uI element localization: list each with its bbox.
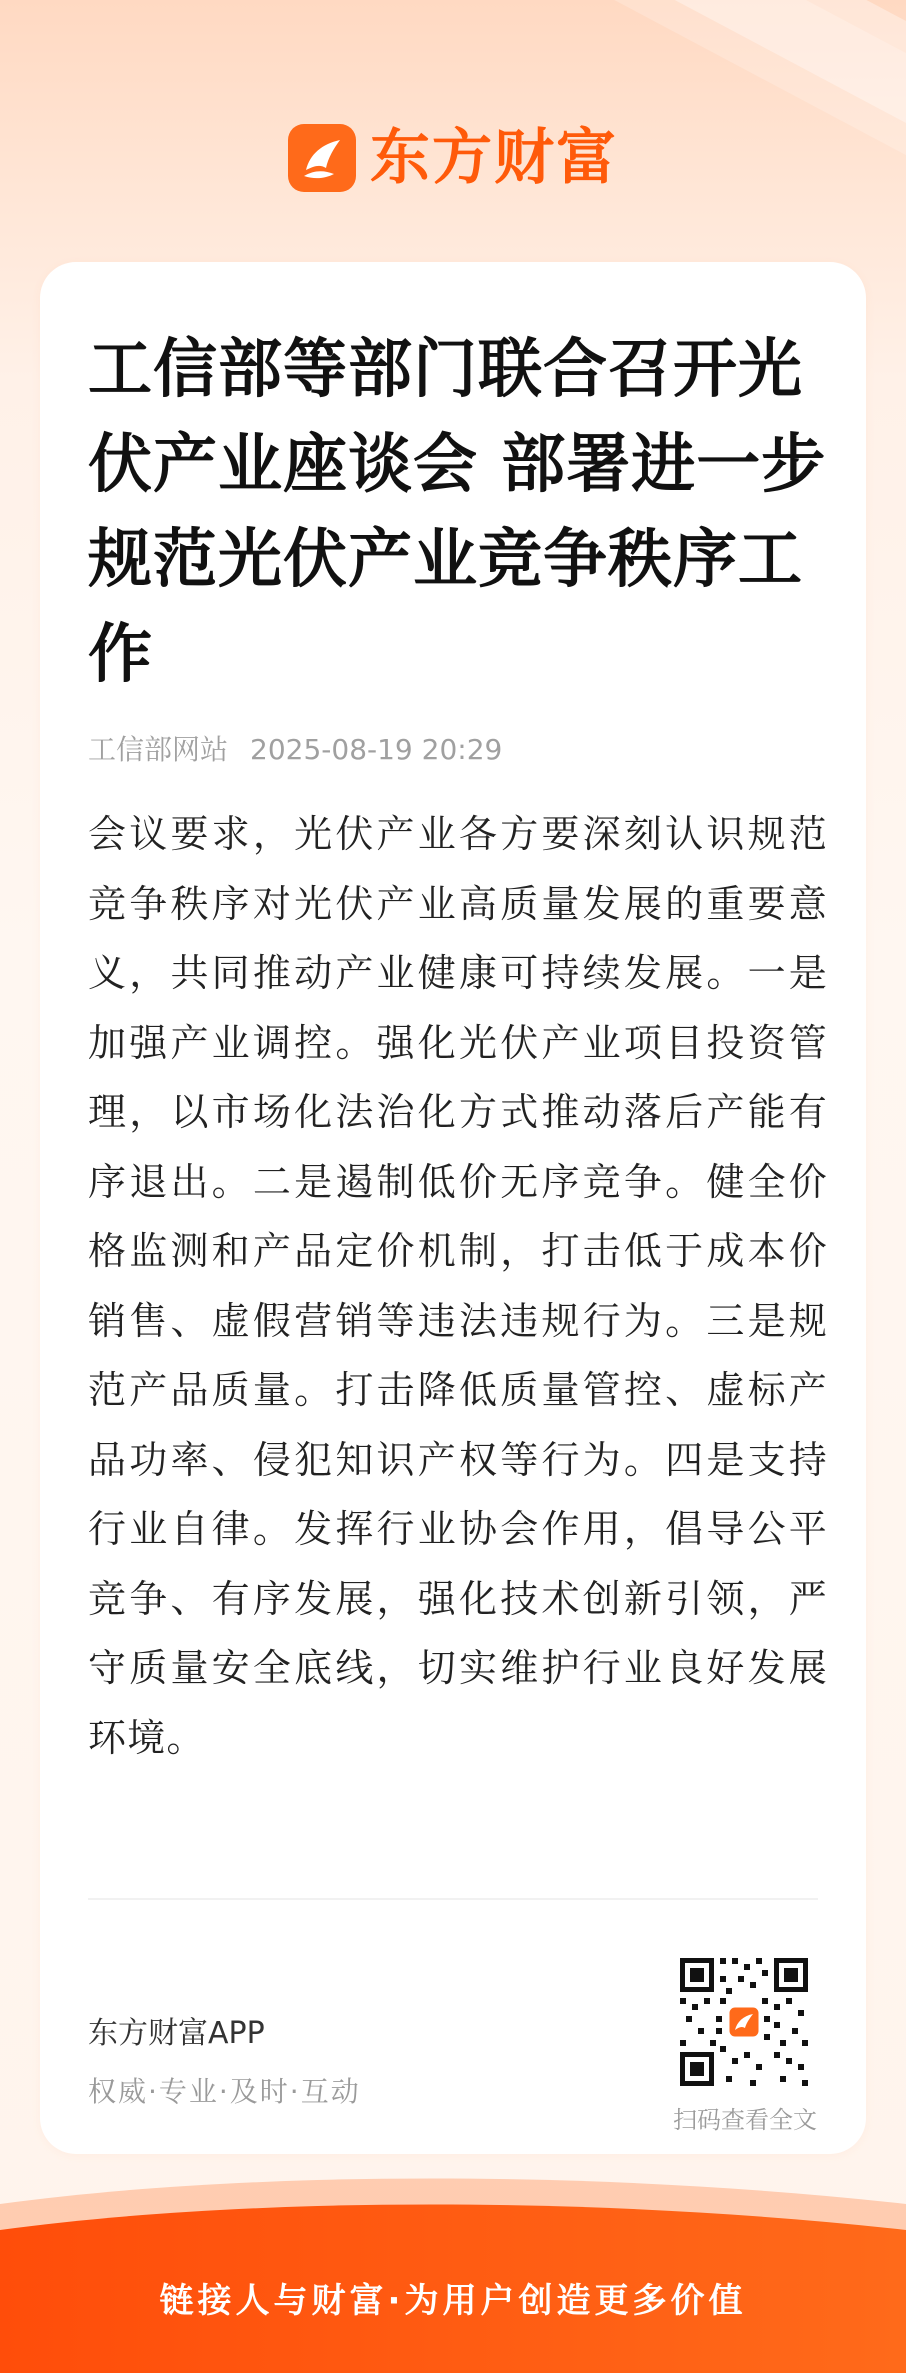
qr-code-icon[interactable] [676,1954,812,2090]
brand-name: 东方财富 [370,123,618,193]
article-body: 会议要求，光伏产业各方要深刻认识规范竞争秩序对光伏产业高质量发展的重要意义，共同推动产业健康可持续发展。一是加强产业调控。强化光伏产业项目投资管理，以市场化法治化方式推动落后产能有序退出。二是遏制低价无序竞争。健全价格监测和产品定价机制，打击低于成本价销售、虚假营销等违法违规行为。三是规范产品质量。打击降低质量管控、虚标产品功率、侵犯知识产权等行为。四是支持行业自律。发挥行业协会作用，倡导公平竞争、有序发展，强化技术创新引领，严守质量安全底线，切实维护行业良好发展环境。 [88,812,828,1760]
app-name: 东方财富APP [88,2016,265,2051]
bottom-banner [0,2160,906,2373]
article-title: 工信部等部门联合召开光伏产业座谈会 部署进一步规范光伏产业竞争秩序工作 [88,332,827,692]
article-card [40,262,866,2154]
eastmoney-logo-icon [288,124,356,192]
article-datetime: 2025-08-19 20:29 [250,733,503,766]
brand-logo [0,118,906,198]
footer-divider [88,1898,818,1900]
article-meta [88,730,502,770]
qr-caption: 扫码查看全文 [673,2106,817,2134]
app-tagline: 权威·专业·及时·互动 [88,2075,361,2108]
bottom-slogan: 链接人与财富·为用户创造更多价值 [159,2281,747,2321]
article-source: 工信部网站 [88,733,229,766]
